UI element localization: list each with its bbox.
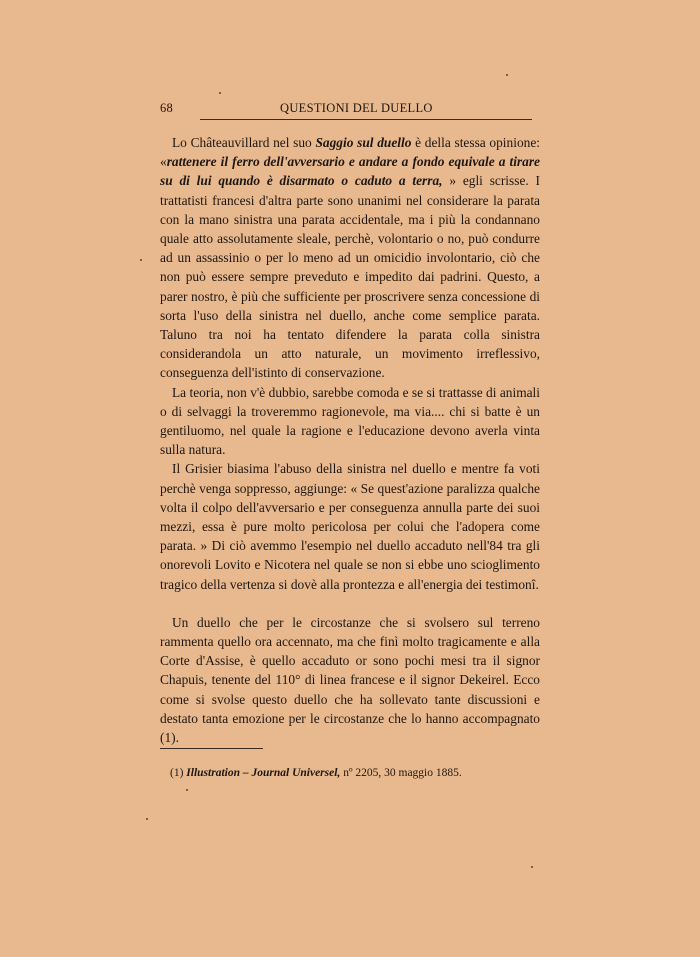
footnote xyxy=(170,766,540,780)
text-run: è della stessa opinione: « xyxy=(160,135,541,170)
text-run: Lo Châteauvillard nel suo xyxy=(172,135,316,150)
paragraph-4: Un duello che per le circostanze che si svolsero sul terreno rammenta quello ora accennato, ma che finì molto tragicamente e alla Corte d'Assise, è quello accaduto or sono pochi mesi tra il signor Chapuis, tenente del 110° di linea francese e il signor Dekeirel. Ecco come si svolse questo duello che ha sollevato tante discussioni e destato tanta emozione per le circostanze che lo hanno accompagnato (1). xyxy=(160,614,540,746)
paper-speck xyxy=(531,866,533,868)
page-header xyxy=(160,101,540,117)
header-rule xyxy=(200,119,532,120)
footnote-rule xyxy=(160,748,263,749)
paper-speck xyxy=(219,92,221,94)
paper-speck xyxy=(186,789,188,791)
footnote-source-details: nº 2205, 30 maggio 1885. xyxy=(340,767,462,779)
paragraph-2: La teoria, non v'è dubbio, sarebbe comoda e se si trattasse di animali o di selvaggi la troveremmo ragionevole, ma via.... chi si batte è un gentiluomo, nel quale la ragione e l'educazione devono averla vinta sulla natura. xyxy=(160,384,540,458)
paragraph-1 xyxy=(160,133,540,383)
text-run: » egli scrisse. I trattatisti francesi d'altra parte sono unanimi nel considerare la parata con la mano sinistra una parata accidentale, ma i più la condannano quale atto assolutamente sleale, perchè, volontario o no, può condurre ad un assassinio o per lo meno ad un omicidio involontario, ciò che non può essere sempre preveduto e impedito dai padrini. Questo, a parer nostro, è più che sufficiente per proscrivere senza concessione di sorta l'uso della sinistra nel duello, anche come semplice parata. Taluno tra noi ha tentato difendere la parata colla sinistra considerandola un atto naturale, un movimento irreflessivo, conseguenza dell'istinto di conservazione. xyxy=(160,173,540,381)
body-text xyxy=(160,133,540,747)
book-title: Saggio sul duello xyxy=(315,135,412,150)
quotation: rattenere il ferro dell'avversario e andare a fondo equivale a tirare su di lui quando è disarmato o caduto a terra, xyxy=(160,154,540,189)
paragraph-3: Il Grisier biasima l'abuso della sinistra nel duello e mentre fa voti perchè venga soppresso, aggiunge: « Se quest'azione paralizza qualche volta il colpo dell'avversario e per conseguenza annulla parte dei suoi mezzi, essa è pure molto pericolosa per colui che l'adopera come parata. » Di ciò avemmo l'esempio nel duello accaduto nell'84 tra gli onorevoli Lovito e Nicotera nel quale se non si ebbe uno scioglimento tragico della vertenza si dovè alla prontezza e all'energia dei testimonî. xyxy=(160,461,540,592)
footnote-source-title: Illustration – Journal Universel, xyxy=(186,767,341,779)
footnote-marker: (1) xyxy=(170,767,187,779)
paper-speck xyxy=(140,259,142,261)
paper-speck xyxy=(506,74,508,76)
paper-speck xyxy=(146,818,148,820)
page-number: 68 xyxy=(160,101,174,115)
running-head: QUESTIONI DEL DUELLO xyxy=(280,101,433,115)
